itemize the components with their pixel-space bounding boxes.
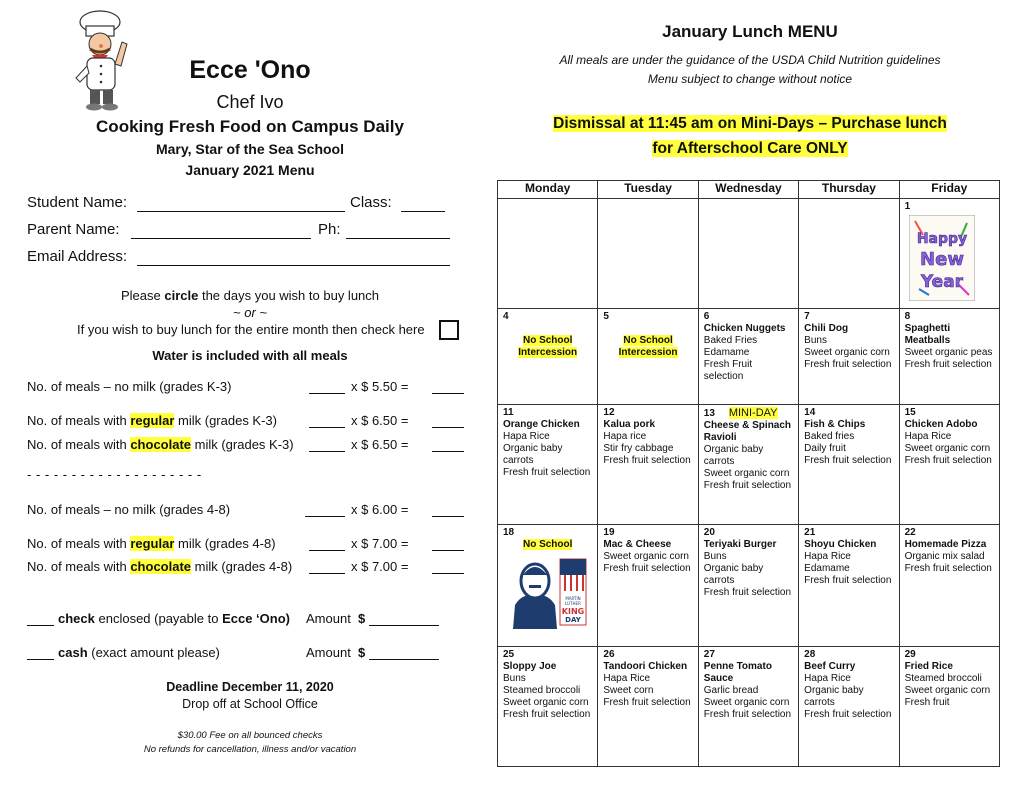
menu-month-title: January 2021 Menu (185, 162, 315, 178)
day-number: 26 (603, 649, 615, 660)
calendar-cell-5[interactable] (598, 309, 698, 405)
main-dish: Mac & Cheese (603, 539, 672, 550)
side-item: Fresh fruit selection (603, 697, 691, 708)
calendar-week (498, 405, 1000, 525)
calendar-cell-25[interactable] (498, 647, 598, 767)
calendar-cell-empty (698, 199, 798, 309)
calendar-cell-19[interactable] (598, 525, 698, 647)
calendar-cell-21[interactable] (799, 525, 899, 647)
main-dish: Chicken Nuggets (703, 323, 786, 334)
student-name-field[interactable] (137, 210, 345, 212)
side-item: Fresh fruit selection (904, 455, 992, 466)
mlk-word-martin: MARTIN (565, 596, 581, 601)
no-school-note: No School Intercession (618, 335, 678, 358)
side-item: Steamed broccoli (904, 673, 982, 684)
class-label: Class: (350, 194, 392, 211)
price-label: x $ 6.50 = (351, 413, 409, 428)
mlk-day-image (505, 555, 589, 629)
cash-amount-label: Amount $ (306, 645, 366, 660)
lunch-menu-title: January Lunch MENU (662, 22, 838, 41)
day-number: 4 (503, 311, 509, 322)
side-item: Buns (804, 335, 827, 346)
side-item: Sweet organic corn (703, 468, 790, 479)
side-item: Hapa Rice (904, 431, 952, 442)
main-dish: Cheese & Spinach Ravioli (703, 420, 792, 443)
side-item: Fresh fruit selection (503, 709, 591, 720)
calendar-cell-27[interactable] (698, 647, 798, 767)
calendar-cell-8[interactable] (899, 309, 999, 405)
main-dish: Fried Rice (904, 661, 953, 672)
dashed-divider: - - - - - - - - - - - - - - - - - - - - (27, 467, 202, 482)
total-field[interactable] (432, 392, 464, 394)
calendar-cell-4[interactable] (498, 309, 598, 405)
check-payment-label: check enclosed (payable to Ecce ‘Ono) (58, 611, 290, 626)
calendar-cell-15[interactable] (899, 405, 999, 525)
parent-name-field[interactable] (131, 237, 311, 239)
price-label: x $ 5.50 = (351, 379, 409, 394)
day-number: 20 (703, 527, 715, 538)
day-header: Wednesday (698, 181, 798, 199)
day-number: 29 (904, 649, 916, 660)
main-dish: Chili Dog (804, 323, 849, 334)
side-item: Organic mix salad (904, 551, 985, 562)
parent-name-label: Parent Name: (27, 221, 120, 238)
day-number: 19 (603, 527, 615, 538)
lunch-calendar (497, 180, 1000, 767)
side-item: Fresh fruit selection (804, 575, 892, 586)
side-item: Sweet organic corn (703, 697, 790, 708)
menu-subtitle (500, 51, 1000, 89)
price-label: x $ 6.50 = (351, 437, 409, 452)
refund-note: No refunds for cancellation, illness and/or vacation (143, 744, 357, 755)
main-dish: Chicken Adobo (904, 419, 978, 430)
main-dish: Homemade Pizza (904, 539, 987, 550)
pricing-row: No. of meals with regular milk (grades 4-8) (27, 536, 276, 551)
side-item: Organic baby carrots (503, 443, 563, 466)
day-header: Thursday (799, 181, 899, 199)
calendar-cell-6[interactable] (698, 309, 798, 405)
chef-name: Chef Ivo (216, 92, 284, 112)
main-dish: Sloppy Joe (503, 661, 557, 672)
main-dish: Penne Tomato Sauce (703, 661, 772, 684)
side-item: Steamed broccoli (503, 685, 581, 696)
side-item: Buns (703, 551, 727, 562)
side-item: Daily fruit (804, 443, 846, 454)
cash-amount-field[interactable] (369, 658, 439, 660)
meal-count-field[interactable] (305, 515, 345, 517)
side-item: Fresh fruit selection (904, 359, 992, 370)
side-item: Fresh fruit selection (804, 359, 892, 370)
meal-count-field[interactable] (309, 450, 345, 452)
pricing-row: No. of meals – no milk (grades 4-8) (27, 502, 231, 517)
chef-mascot-icon (70, 8, 132, 114)
meal-count-field[interactable] (309, 392, 345, 394)
new-year-word-happy: Happy (916, 231, 967, 247)
calendar-cell-13[interactable] (698, 405, 798, 525)
calendar-cell-22[interactable] (899, 525, 999, 647)
or-separator: ~ or ~ (233, 305, 267, 320)
side-item: Sweet organic corn (503, 697, 589, 708)
no-school-note: No School Intercession (518, 335, 578, 358)
email-label: Email Address: (27, 248, 128, 265)
day-header: Tuesday (598, 181, 698, 199)
side-item: Sweet organic corn (603, 551, 689, 562)
main-dish: Spaghetti Meatballs (904, 323, 951, 346)
day-header: Monday (498, 181, 598, 199)
mlk-word-king: KING (561, 607, 585, 616)
pricing-row: No. of meals with chocolate milk (grades K-3) (27, 437, 294, 452)
price-label: x $ 6.00 = (351, 502, 409, 517)
mini-day-badge: MINI-DAY (728, 407, 778, 419)
total-field[interactable] (432, 426, 464, 428)
side-item: Edamame (804, 563, 850, 574)
calendar-week (498, 525, 1000, 647)
side-item: Fresh fruit (904, 697, 950, 708)
deadline: Deadline December 11, 2020 (166, 680, 334, 694)
meal-count-field[interactable] (309, 572, 345, 574)
side-item: Fresh fruit selection (703, 709, 792, 720)
side-item: Fresh fruit selection (904, 563, 992, 574)
side-item: Hapa Rice (804, 673, 851, 684)
calendar-cell-18[interactable] (498, 525, 598, 647)
main-dish: Orange Chicken (503, 419, 580, 430)
side-item: Fresh fruit selection (603, 563, 691, 574)
dismissal-line-2: for Afterschool Care ONLY (652, 140, 848, 157)
day-number: 21 (804, 527, 816, 538)
side-item: Garlic bread (703, 685, 759, 696)
side-item: Baked Fries (703, 335, 758, 346)
mlk-word-day: DAY (565, 616, 581, 624)
calendar-cell-20[interactable] (698, 525, 798, 647)
pricing-row: No. of meals – no milk (grades K-3) (27, 379, 232, 394)
price-label: x $ 7.00 = (351, 536, 409, 551)
day-header: Friday (899, 181, 999, 199)
main-dish: Tandoori Chicken (603, 661, 688, 672)
day-number: 12 (603, 407, 615, 418)
school-name: Mary, Star of the Sea School (155, 141, 344, 157)
total-field[interactable] (432, 515, 464, 517)
main-dish: Fish & Chips (804, 419, 866, 430)
dropoff-note: Drop off at School Office (182, 697, 318, 711)
day-number: 27 (703, 649, 715, 660)
day-number: 7 (804, 311, 810, 322)
total-field[interactable] (432, 572, 464, 574)
main-dish: Shoyu Chicken (804, 539, 877, 550)
change-note: Menu subject to change without notice (647, 72, 853, 86)
price-label: x $ 7.00 = (351, 559, 409, 574)
side-item: Hapa Rice (603, 673, 651, 684)
calendar-cell-29[interactable] (899, 647, 999, 767)
calendar-cell-26[interactable] (598, 647, 698, 767)
side-item: Edamame (703, 347, 750, 358)
calendar-cell-1[interactable] (899, 199, 999, 309)
side-item: Fresh Fruit selection (703, 359, 753, 382)
fee-note: $30.00 Fee on all bounced checks (177, 730, 323, 741)
day-number: 25 (503, 649, 515, 660)
side-item: Sweet corn (603, 685, 654, 696)
dismissal-notice (500, 111, 1000, 161)
pricing-row: No. of meals with regular milk (grades K-3) (27, 413, 277, 428)
side-item: Buns (503, 673, 526, 684)
entire-month-checkbox[interactable] (439, 320, 459, 340)
class-field[interactable] (401, 210, 445, 212)
calendar-cell-empty (598, 199, 698, 309)
day-number: 22 (904, 527, 916, 538)
student-name-label: Student Name: (27, 194, 128, 211)
day-number: 11 (503, 407, 514, 418)
side-item: Sweet organic corn (904, 685, 991, 696)
email-field[interactable] (137, 264, 450, 266)
dismissal-line-1: Dismissal at 11:45 am on Mini-Days – Purchase lunch (553, 115, 947, 132)
cash-payment-label: cash (exact amount please) (58, 645, 220, 660)
side-item: Fresh fruit selection (703, 480, 792, 491)
main-dish: Beef Curry (804, 661, 856, 672)
mlk-word-luther: LUTHER (565, 601, 581, 606)
side-item: Fresh fruit selection (603, 455, 691, 466)
side-item: Sweet organic corn (804, 347, 890, 358)
day-number: 13 (703, 408, 715, 419)
side-item: Fresh fruit selection (503, 467, 591, 478)
meal-count-field[interactable] (309, 426, 345, 428)
side-item: Stir fry cabbage (603, 443, 674, 454)
side-item: Organic baby carrots (804, 685, 864, 708)
calendar-cell-empty (799, 199, 899, 309)
pricing-row: No. of meals with chocolate milk (grades 4-8) (27, 559, 293, 574)
day-number: 6 (703, 311, 710, 322)
calendar-week (498, 309, 1000, 405)
calendar-cell-empty (498, 199, 598, 309)
side-item: Hapa Rice (804, 551, 851, 562)
new-year-word-year: Year (920, 272, 963, 292)
month-instruction: If you wish to buy lunch for the entire month then check here (77, 322, 425, 337)
side-item: Sweet organic peas (904, 347, 993, 358)
side-item: Fresh fruit selection (703, 587, 792, 598)
calendar-cell-28[interactable] (799, 647, 899, 767)
happy-new-year-image (909, 215, 975, 301)
no-school-note: No School (522, 539, 573, 550)
day-number: 15 (904, 407, 916, 418)
phone-label: Ph: (318, 221, 341, 238)
side-item: Fresh fruit selection (804, 709, 892, 720)
water-note: Water is included with all meals (152, 348, 348, 363)
restaurant-name: Ecce 'Ono (189, 56, 311, 84)
day-number: 5 (603, 311, 609, 322)
side-item: Hapa Rice (503, 431, 550, 442)
new-year-word-new: New (919, 249, 964, 270)
main-dish: Kalua pork (603, 419, 656, 430)
check-mark-field[interactable] (27, 624, 54, 626)
side-item: Hapa rice (603, 431, 647, 442)
side-item: Baked fries (804, 431, 855, 442)
side-item: Sweet organic corn (904, 443, 991, 454)
side-item: Fresh fruit selection (804, 455, 892, 466)
tagline: Cooking Fresh Food on Campus Daily (96, 117, 404, 136)
day-number: 14 (804, 407, 816, 418)
check-amount-field[interactable] (369, 624, 439, 626)
cash-mark-field[interactable] (27, 658, 54, 660)
calendar-cell-12[interactable] (598, 405, 698, 525)
day-number: 18 (503, 527, 515, 538)
phone-field[interactable] (346, 237, 450, 239)
day-number: 8 (904, 311, 911, 322)
circle-instruction: Please circle the days you wish to buy lunch (120, 288, 380, 303)
main-dish: Teriyaki Burger (703, 539, 777, 550)
total-field[interactable] (432, 549, 464, 551)
calendar-week (498, 647, 1000, 767)
calendar-week (498, 199, 1000, 309)
side-item: Organic baby carrots (703, 563, 764, 586)
calendar-header-row (498, 181, 1000, 199)
calendar-cell-14[interactable] (799, 405, 899, 525)
calendar-cell-11[interactable] (498, 405, 598, 525)
day-number: 28 (804, 649, 816, 660)
side-item: Organic baby carrots (703, 444, 764, 467)
total-field[interactable] (432, 450, 464, 452)
meal-count-field[interactable] (309, 549, 345, 551)
day-number: 1 (904, 201, 911, 212)
calendar-cell-7[interactable] (799, 309, 899, 405)
usda-note: All meals are under the guidance of the USDA Child Nutrition guidelines (559, 53, 941, 67)
check-amount-label: Amount $ (306, 611, 366, 626)
